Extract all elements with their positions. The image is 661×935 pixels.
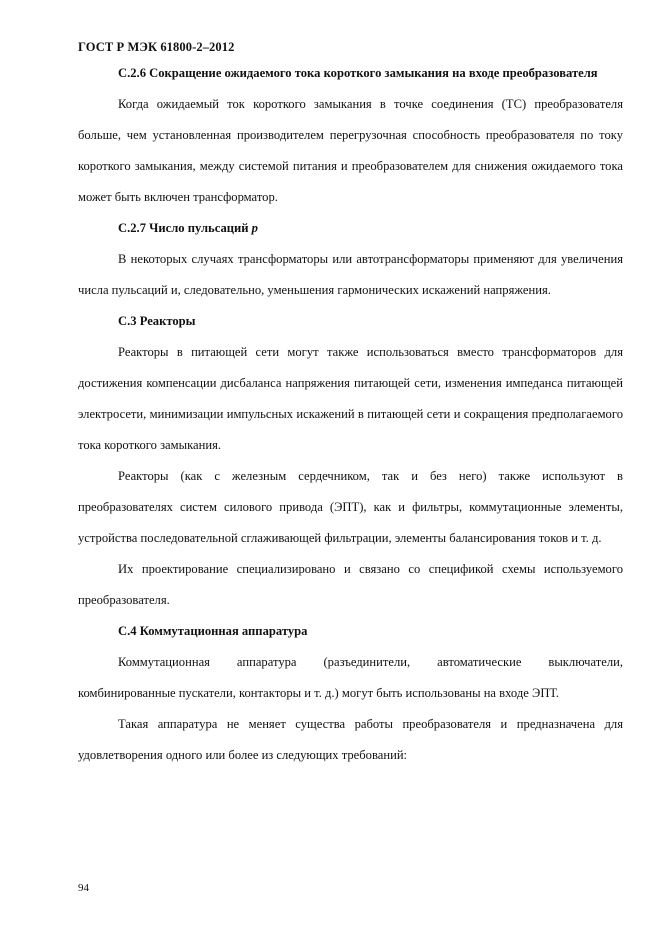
- document-body: [78, 58, 623, 771]
- section-heading-c26: С.2.6 Сокращение ожидаемого тока короткого замыкания на входе преобразователя: [118, 66, 598, 80]
- paragraph-c4-1: Коммутационная аппаратура (разъединители, автоматические выключатели, комбинированные пускатели, контакторы и т. д.) могут быть использованы на входе ЭПТ.: [78, 655, 623, 700]
- section-heading-c27: [78, 213, 623, 244]
- paragraph-c3-2: Реакторы (как с железным сердечником, так и без него) также используют в преобразователях систем силового привода (ЭПТ), как и фильтры, коммутационные элементы, устройства последовательной сглаживающей фильтрации, элементы балансирования токов и т. д.: [78, 469, 623, 545]
- section-heading-c27-symbol: p: [251, 221, 258, 235]
- document-header: ГОСТ Р МЭК 61800-2–2012: [78, 40, 235, 54]
- paragraph-c27-1: В некоторых случаях трансформаторы или автотрансформаторы применяют для увеличения числа пульсаций и, следовательно, уменьшения гармонических искажений напряжения.: [78, 252, 623, 297]
- paragraph-c4-2: Такая аппаратура не меняет существа работы преобразователя и предназначена для удовлетворения одного или более из следующих требований:: [78, 717, 623, 762]
- page-number: 94: [78, 882, 89, 894]
- paragraph-c26-1: Когда ожидаемый ток короткого замыкания в точке соединения (ТС) преобразователя больше, чем установленная производителем перегрузочная способность преобразователя по току короткого замыкания, между системой питания и преобразователем для снижения ожидаемого тока может быть включен трансформатор.: [78, 97, 623, 204]
- section-heading-c3: С.3 Реакторы: [118, 314, 196, 328]
- section-heading-c27-text: С.2.7 Число пульсаций: [118, 221, 252, 235]
- paragraph-c3-3: Их проектирование специализировано и связано со спецификой схемы используемого преобразователя.: [78, 562, 623, 607]
- section-heading-c4: С.4 Коммутационная аппаратура: [118, 624, 308, 638]
- paragraph-c3-1: Реакторы в питающей сети могут также использоваться вместо трансформаторов для достижения компенсации дисбаланса напряжения питающей сети, изменения импеданса питающей электросети, минимизации импульсных искажений в питающей сети и сокращения предполагаемого тока короткого замыкания.: [78, 345, 623, 452]
